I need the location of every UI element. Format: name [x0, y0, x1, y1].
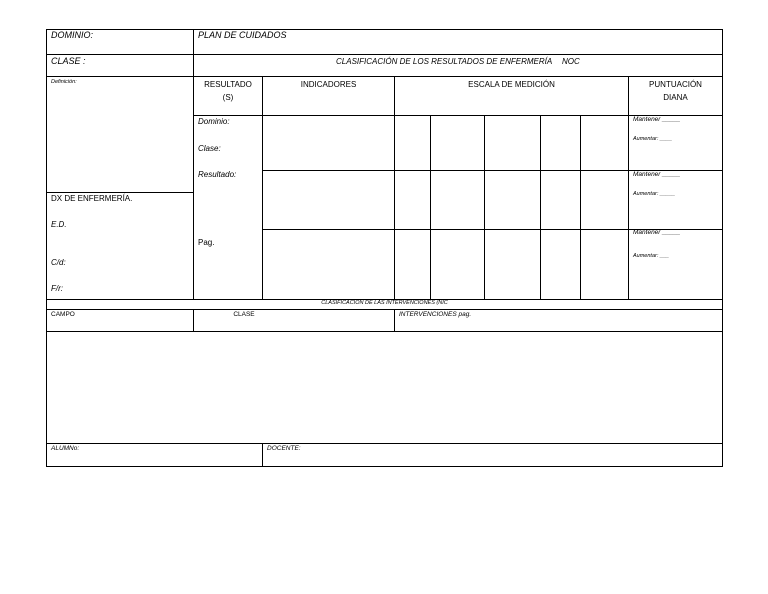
resultado-pag-label: Pag. — [198, 238, 215, 247]
resultado-resultado-label: Resultado: — [198, 170, 237, 179]
footer-div — [262, 443, 263, 467]
cd-label: C/d: — [51, 258, 66, 267]
nic-clase-label: CLASE — [233, 311, 255, 318]
nic-intervenciones-label: INTERVENCIONES pag. — [399, 311, 472, 318]
aumentar-field-2: Aumentar: _____ — [633, 191, 676, 197]
aumentar-field-3: Aumentar: ___ — [633, 253, 670, 259]
col-div-escala-4 — [580, 115, 581, 300]
rule-footer — [46, 443, 723, 444]
docente-label: DOCENTE: — [267, 445, 301, 452]
alumno-label: ALUMNo: — [51, 445, 80, 452]
col-div-puntuacion — [628, 76, 629, 300]
rule-clase — [46, 54, 723, 55]
col-div-escala-3 — [540, 115, 541, 300]
resultado-clase-label: Clase: — [198, 144, 221, 153]
rule-nic-body — [46, 331, 723, 332]
nic-campo-label: CAMPO — [51, 311, 75, 318]
border-left — [46, 29, 47, 467]
mantener-field-2: Mantener _____ — [633, 171, 681, 178]
definicion-label: Definición: — [51, 79, 77, 85]
col-div-escala-2 — [484, 115, 485, 300]
aumentar-field-1: Aumentar: ____ — [633, 136, 673, 142]
plan-de-cuidados-label: PLAN DE CUIDADOS — [198, 30, 287, 40]
noc-title: CLASIFICACIÓN DE LOS RESULTADOS DE ENFERMERÍA — [336, 57, 553, 66]
col-div-escala-1 — [430, 115, 431, 300]
mantener-field-1: Mantener _____ — [633, 116, 681, 123]
rule-columns — [46, 76, 723, 77]
noc-abbr: NOC — [562, 57, 580, 66]
indicadores-header: INDICADORES — [300, 80, 357, 89]
border-right — [722, 29, 723, 467]
nic-div-clase — [394, 309, 395, 332]
col-div-indicadores — [394, 76, 395, 300]
resultado-dominio-label: Dominio: — [198, 117, 230, 126]
rule-nic-headers — [46, 309, 723, 310]
puntuacion-header-line1: PUNTUACIÓN — [649, 80, 702, 89]
col-div-left — [193, 29, 194, 300]
resultado-header-line1: RESULTADO — [204, 80, 252, 89]
col-div-resultado — [262, 76, 263, 300]
dominio-label: DOMINIO: — [51, 30, 93, 40]
border-bottom — [46, 466, 723, 467]
mantener-field-3: Mantener _____ — [633, 229, 681, 236]
fr-label: F/r: — [51, 284, 63, 293]
rule-dx — [46, 192, 193, 193]
dx-enfermeria-label: DX DE ENFERMERÍA. — [51, 194, 133, 203]
ed-label: E.D. — [51, 220, 67, 229]
resultado-header-line2: (S) — [222, 93, 234, 102]
puntuacion-header-line2: DIANA — [663, 93, 688, 102]
border-top — [46, 29, 723, 30]
escala-header: ESCALA DE MEDICIÓN — [468, 80, 555, 89]
clase-label: CLASE : — [51, 56, 86, 66]
nic-title: CLASIFICACION DE LAS INTERVENCIONES (NIC — [321, 300, 448, 306]
